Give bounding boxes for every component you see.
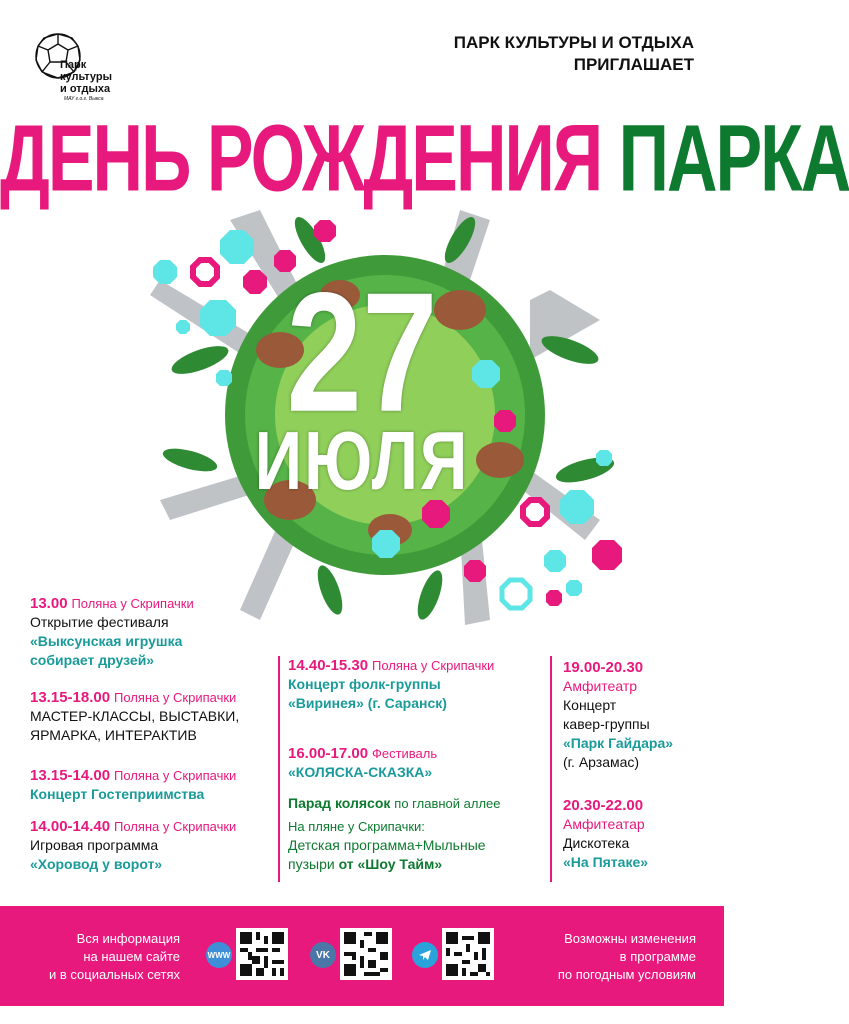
footer-notice-line: Возможны изменения: [564, 931, 696, 946]
event-description: Открытие фестиваля: [30, 614, 169, 630]
event-day-text: 27: [286, 257, 438, 447]
event-cover-concert: [563, 658, 713, 772]
footer-notice-line: в программе: [619, 949, 696, 964]
footer-info-line: Вся информация: [76, 931, 180, 946]
event-month: [0, 413, 724, 507]
event-stroller-parade: [288, 794, 548, 813]
event-hospitality-concert: [30, 766, 290, 804]
event-description: Концерт: [563, 697, 617, 713]
event-place: Поляна у Скрипачки: [71, 596, 194, 611]
vk-qr-code[interactable]: [340, 928, 392, 980]
paper-plane-icon: [418, 948, 432, 962]
event-kids-program: [288, 817, 550, 874]
event-day: [0, 257, 724, 447]
event-description: по главной аллее: [394, 796, 501, 811]
event-time: 20.30-22.00: [563, 797, 644, 814]
event-place: Поляна у Скрипачки: [371, 658, 495, 673]
logo-text-1: Парк: [60, 59, 87, 71]
event-highlight: «Парк Гайдара»: [563, 735, 674, 751]
footer-info-text: [30, 930, 180, 984]
www-icon-label: WWW: [207, 950, 231, 960]
footer-info-line: на нашем сайте: [83, 949, 180, 964]
event-highlight: «Выксунская игрушка собирает друзей»: [30, 633, 183, 668]
invite-heading: [454, 32, 694, 76]
event-place: Поляна у Скрипачки: [113, 819, 237, 834]
footer-bottom-strip: [0, 1006, 724, 1024]
event-highlight: «Виринея» (г. Саранск): [288, 695, 447, 711]
footer-notice-text: [520, 930, 696, 984]
event-place: На пляне у Скрипачки:: [288, 819, 425, 834]
event-highlight: «На Пятаке»: [563, 854, 649, 870]
logo-text-2: культуры: [60, 71, 113, 83]
event-workshops: [30, 688, 290, 745]
title-part-1: ДЕНЬ РОЖДЕНИЯ: [0, 105, 602, 211]
event-disco: [563, 796, 713, 872]
event-time: 13.15-14.00: [30, 767, 111, 784]
column-divider: [550, 656, 552, 882]
title-part-2: ПАРКА: [618, 105, 849, 211]
event-highlight: от «Шоу Тайм»: [338, 856, 443, 872]
website-qr-code[interactable]: [236, 928, 288, 980]
event-highlight: Концерт фолк-группы: [288, 676, 441, 692]
event-highlight: Концерт Гостеприимства: [30, 786, 205, 802]
event-place: Поляна у Скрипачки: [113, 768, 237, 783]
event-description: Игровая программа: [30, 837, 159, 853]
event-description: ЯРМАРКА, ИНТЕРАКТИВ: [30, 727, 197, 743]
event-description: Детская программа+Мыльные: [288, 837, 486, 853]
event-time: 14.40-15.30: [288, 657, 369, 674]
www-icon[interactable]: [206, 942, 232, 968]
footer-notice-line: по погодным условиям: [557, 967, 696, 982]
event-time: 13.00: [30, 595, 68, 612]
logo-text-3: и отдыха: [60, 83, 111, 95]
vk-icon[interactable]: [310, 942, 336, 968]
telegram-qr-code[interactable]: [442, 928, 494, 980]
event-description: МАСТЕР-КЛАССЫ, ВЫСТАВКИ,: [30, 708, 240, 724]
event-opening: [30, 594, 280, 670]
event-description: пузыри: [288, 856, 335, 872]
event-highlight: Парад колясок: [288, 795, 391, 811]
event-description: кавер-группы: [563, 716, 650, 732]
page-title: [0, 105, 849, 211]
event-place: Фестиваль: [371, 746, 438, 761]
event-folk-concert: [288, 656, 548, 713]
event-time: 14.00-14.40: [30, 818, 111, 835]
event-game-program: [30, 817, 290, 874]
event-place: Поляна у Скрипачки: [113, 690, 237, 705]
invite-line-2: ПРИГЛАШАЕТ: [573, 55, 694, 74]
logo-subtext: МАУ г.о.г. Выкса: [64, 96, 104, 102]
vk-icon-label: VK: [316, 949, 330, 961]
telegram-icon[interactable]: [412, 942, 438, 968]
event-description: (г. Арзамас): [563, 754, 640, 770]
event-highlight: «Хоровод у ворот»: [30, 856, 163, 872]
invite-line-1: ПАРК КУЛЬТУРЫ И ОТДЫХА: [453, 33, 694, 52]
footer-info-line: и в социальных сетях: [49, 967, 180, 982]
event-time: 19.00-20.30: [563, 659, 644, 676]
event-highlight: «КОЛЯСКА-СКАЗКА»: [288, 764, 433, 780]
qr-code-icon: [340, 928, 392, 980]
event-description: Дискотека: [563, 835, 630, 851]
event-month-text: ИЮЛЯ: [254, 413, 470, 507]
event-stroller-festival: [288, 744, 548, 782]
event-place: Амфитеатр: [563, 678, 638, 694]
event-place: Амфитеатар: [563, 816, 645, 832]
park-logo: [32, 30, 152, 110]
column-divider: [278, 656, 280, 882]
qr-code-icon: [442, 928, 494, 980]
qr-code-icon: [236, 928, 288, 980]
event-time: 16.00-17.00: [288, 745, 369, 762]
event-time: 13.15-18.00: [30, 689, 111, 706]
